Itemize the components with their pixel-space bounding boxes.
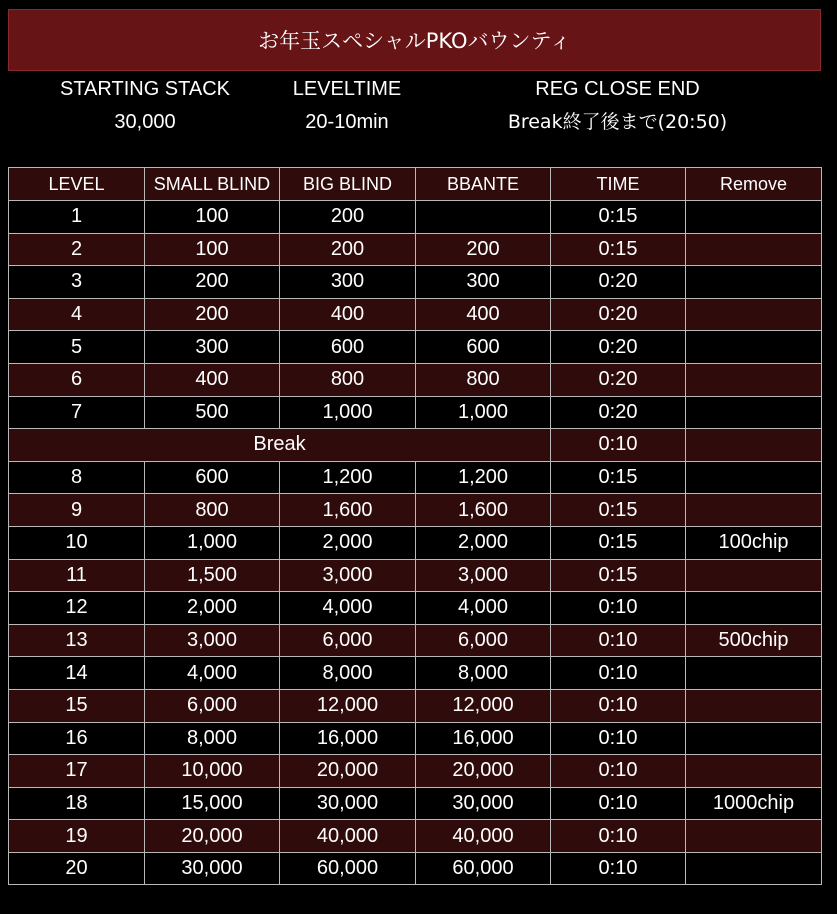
cell-small-blind: 200 xyxy=(145,266,280,299)
cell-time: 0:10 xyxy=(551,429,686,462)
cell-level: 16 xyxy=(9,722,145,755)
cell-remove: 500chip xyxy=(686,624,822,657)
cell-bbante: 600 xyxy=(416,331,551,364)
cell-bbante: 200 xyxy=(416,233,551,266)
cell-time: 0:20 xyxy=(551,363,686,396)
cell-big-blind: 200 xyxy=(280,233,416,266)
starting-stack-label: STARTING STACK xyxy=(59,78,231,100)
level-time-label: LEVELTIME xyxy=(292,78,402,100)
cell-level: 2 xyxy=(9,233,145,266)
cell-remove xyxy=(686,755,822,788)
table-row xyxy=(9,298,822,331)
cell-remove: 100chip xyxy=(686,526,822,559)
cell-remove xyxy=(686,201,822,234)
cell-small-blind: 4,000 xyxy=(145,657,280,690)
cell-small-blind: 200 xyxy=(145,298,280,331)
cell-remove xyxy=(686,266,822,299)
tournament-title: お年玉スペシャルPKOバウンティ xyxy=(258,29,571,53)
cell-big-blind: 300 xyxy=(280,266,416,299)
header-big-blind: BIG BLIND xyxy=(280,168,416,201)
cell-bbante: 1,600 xyxy=(416,494,551,527)
table-row xyxy=(9,201,822,234)
cell-level: 12 xyxy=(9,592,145,625)
table-row xyxy=(9,592,822,625)
cell-time: 0:15 xyxy=(551,559,686,592)
cell-time: 0:15 xyxy=(551,233,686,266)
cell-time: 0:20 xyxy=(551,396,686,429)
cell-remove xyxy=(686,461,822,494)
cell-small-blind: 300 xyxy=(145,331,280,364)
cell-level: 10 xyxy=(9,526,145,559)
cell-big-blind: 16,000 xyxy=(280,722,416,755)
blind-structure-table xyxy=(8,167,822,885)
cell-bbante: 3,000 xyxy=(416,559,551,592)
cell-bbante xyxy=(416,201,551,234)
header-bbante: BBANTE xyxy=(416,168,551,201)
header-remove: Remove xyxy=(686,168,822,201)
cell-big-blind: 600 xyxy=(280,331,416,364)
cell-time: 0:10 xyxy=(551,755,686,788)
cell-time: 0:15 xyxy=(551,494,686,527)
cell-small-blind: 100 xyxy=(145,201,280,234)
cell-level: 5 xyxy=(9,331,145,364)
cell-small-blind: 30,000 xyxy=(145,852,280,885)
cell-time: 0:10 xyxy=(551,689,686,722)
cell-small-blind: 1,000 xyxy=(145,526,280,559)
cell-level: 3 xyxy=(9,266,145,299)
cell-big-blind: 400 xyxy=(280,298,416,331)
cell-small-blind: 20,000 xyxy=(145,820,280,853)
starting-stack-value: 30,000 xyxy=(114,111,176,133)
cell-big-blind: 60,000 xyxy=(280,852,416,885)
table-row xyxy=(9,624,822,657)
level-time-value: 20-10min xyxy=(305,111,389,133)
cell-remove xyxy=(686,363,822,396)
reg-close-info xyxy=(470,79,765,132)
cell-bbante: 4,000 xyxy=(416,592,551,625)
cell-big-blind: 200 xyxy=(280,201,416,234)
table-row xyxy=(9,787,822,820)
cell-big-blind: 3,000 xyxy=(280,559,416,592)
table-row xyxy=(9,461,822,494)
cell-small-blind: 100 xyxy=(145,233,280,266)
cell-bbante: 6,000 xyxy=(416,624,551,657)
cell-level: 8 xyxy=(9,461,145,494)
cell-bbante: 2,000 xyxy=(416,526,551,559)
cell-remove xyxy=(686,298,822,331)
level-time-info xyxy=(272,79,422,132)
cell-bbante: 16,000 xyxy=(416,722,551,755)
cell-time: 0:10 xyxy=(551,852,686,885)
cell-big-blind: 1,200 xyxy=(280,461,416,494)
cell-remove xyxy=(686,494,822,527)
header-level: LEVEL xyxy=(9,168,145,201)
cell-time: 0:15 xyxy=(551,461,686,494)
cell-small-blind: 8,000 xyxy=(145,722,280,755)
cell-remove xyxy=(686,331,822,364)
reg-close-label: REG CLOSE END xyxy=(535,78,700,100)
table-row xyxy=(9,396,822,429)
cell-big-blind: 1,000 xyxy=(280,396,416,429)
cell-bbante: 60,000 xyxy=(416,852,551,885)
cell-level: 1 xyxy=(9,201,145,234)
cell-time: 0:20 xyxy=(551,298,686,331)
cell-level: 7 xyxy=(9,396,145,429)
cell-remove xyxy=(686,592,822,625)
cell-bbante: 1,200 xyxy=(416,461,551,494)
table-row xyxy=(9,266,822,299)
break-label: Break xyxy=(9,429,551,462)
cell-time: 0:20 xyxy=(551,266,686,299)
cell-small-blind: 600 xyxy=(145,461,280,494)
cell-time: 0:10 xyxy=(551,722,686,755)
cell-level: 6 xyxy=(9,363,145,396)
cell-big-blind: 4,000 xyxy=(280,592,416,625)
cell-big-blind: 8,000 xyxy=(280,657,416,690)
cell-remove xyxy=(686,689,822,722)
cell-level: 19 xyxy=(9,820,145,853)
reg-close-value: Break終了後まで(20:50) xyxy=(507,111,728,133)
cell-small-blind: 400 xyxy=(145,363,280,396)
cell-small-blind: 500 xyxy=(145,396,280,429)
cell-remove xyxy=(686,657,822,690)
cell-level: 13 xyxy=(9,624,145,657)
cell-time: 0:10 xyxy=(551,787,686,820)
cell-remove xyxy=(686,820,822,853)
table-row xyxy=(9,722,822,755)
cell-small-blind: 15,000 xyxy=(145,787,280,820)
cell-bbante: 12,000 xyxy=(416,689,551,722)
cell-time: 0:10 xyxy=(551,592,686,625)
table-row xyxy=(9,852,822,885)
table-row xyxy=(9,820,822,853)
break-row xyxy=(9,429,822,462)
blind-rows xyxy=(9,201,822,885)
cell-bbante: 300 xyxy=(416,266,551,299)
cell-small-blind: 10,000 xyxy=(145,755,280,788)
table-row xyxy=(9,526,822,559)
cell-big-blind: 6,000 xyxy=(280,624,416,657)
cell-big-blind: 30,000 xyxy=(280,787,416,820)
cell-bbante: 8,000 xyxy=(416,657,551,690)
cell-small-blind: 6,000 xyxy=(145,689,280,722)
table-row xyxy=(9,689,822,722)
cell-level: 4 xyxy=(9,298,145,331)
cell-remove xyxy=(686,429,822,462)
cell-level: 17 xyxy=(9,755,145,788)
cell-bbante: 400 xyxy=(416,298,551,331)
cell-bbante: 20,000 xyxy=(416,755,551,788)
cell-time: 0:20 xyxy=(551,331,686,364)
table-row xyxy=(9,657,822,690)
cell-level: 18 xyxy=(9,787,145,820)
table-row xyxy=(9,494,822,527)
cell-big-blind: 1,600 xyxy=(280,494,416,527)
cell-small-blind: 3,000 xyxy=(145,624,280,657)
cell-big-blind: 800 xyxy=(280,363,416,396)
header-small-blind: SMALL BLIND xyxy=(145,168,280,201)
cell-time: 0:10 xyxy=(551,624,686,657)
header-time: TIME xyxy=(551,168,686,201)
cell-big-blind: 40,000 xyxy=(280,820,416,853)
table-row xyxy=(9,233,822,266)
starting-stack-info xyxy=(35,79,255,132)
table-header-row xyxy=(9,168,822,201)
cell-bbante: 40,000 xyxy=(416,820,551,853)
cell-small-blind: 2,000 xyxy=(145,592,280,625)
cell-small-blind: 1,500 xyxy=(145,559,280,592)
cell-remove xyxy=(686,233,822,266)
cell-big-blind: 12,000 xyxy=(280,689,416,722)
cell-bbante: 30,000 xyxy=(416,787,551,820)
cell-time: 0:15 xyxy=(551,526,686,559)
cell-remove xyxy=(686,722,822,755)
table-row xyxy=(9,755,822,788)
cell-big-blind: 20,000 xyxy=(280,755,416,788)
cell-remove xyxy=(686,396,822,429)
cell-level: 15 xyxy=(9,689,145,722)
cell-remove xyxy=(686,852,822,885)
table-row xyxy=(9,559,822,592)
table-row xyxy=(9,363,822,396)
table-row xyxy=(9,331,822,364)
cell-bbante: 1,000 xyxy=(416,396,551,429)
cell-level: 9 xyxy=(9,494,145,527)
cell-remove xyxy=(686,559,822,592)
cell-remove: 1000chip xyxy=(686,787,822,820)
cell-level: 14 xyxy=(9,657,145,690)
cell-time: 0:10 xyxy=(551,657,686,690)
cell-small-blind: 800 xyxy=(145,494,280,527)
tournament-title-banner xyxy=(8,9,821,71)
cell-level: 20 xyxy=(9,852,145,885)
cell-level: 11 xyxy=(9,559,145,592)
cell-time: 0:10 xyxy=(551,820,686,853)
cell-time: 0:15 xyxy=(551,201,686,234)
cell-bbante: 800 xyxy=(416,363,551,396)
cell-big-blind: 2,000 xyxy=(280,526,416,559)
